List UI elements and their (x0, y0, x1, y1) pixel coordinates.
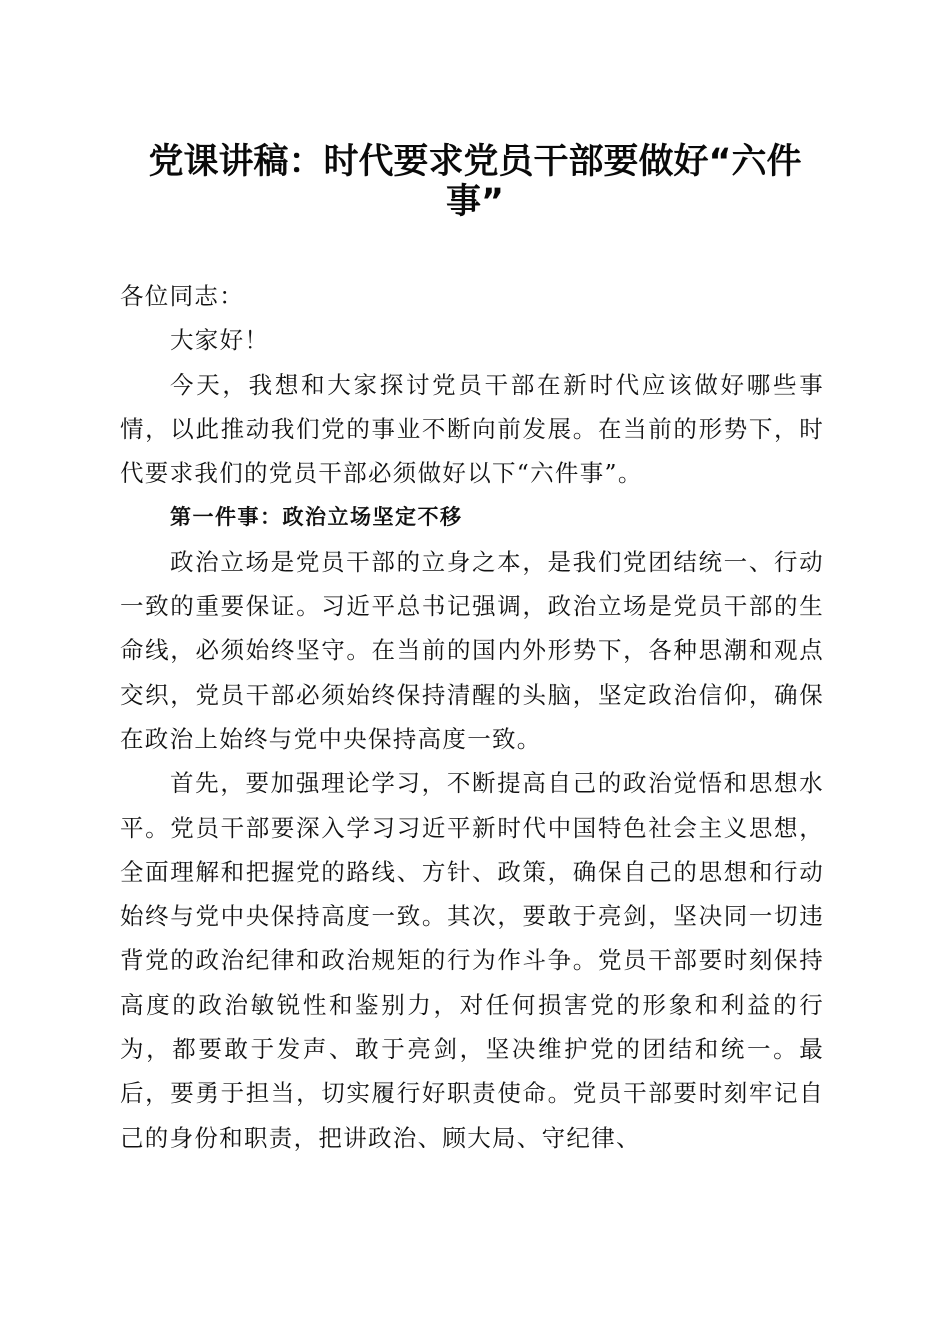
title-line-2: 事” (445, 182, 504, 222)
greeting: 大家好！ (170, 326, 270, 355)
section-1-heading: 第一件事：政治立场坚定不移 (170, 504, 463, 530)
salutation: 各位同志： (120, 282, 244, 310)
document-body (120, 274, 824, 1160)
section-1-paragraph-2: 首先，要加强理论学习，不断提高自己的政治觉悟和思想水平。党员干部要深入学习习近平新时代中国特色社会主义思想，全面理解和把握党的路线、方针、政策，确保自己的思想和行动始终与党中央保持高度一致。其次，要敢于亮剑，坚决同一切违背党的政治纪律和政治规矩的行为作斗争。党员干部要时刻保持高度的政治敏锐性和鉴别力，对任何损害党的形象和利益的行为，都要敢于发声、敢于亮剑，坚决维护党的团结和统一。最后，要勇于担当，切实履行好职责使命。党员干部要时刻牢记自己的身份和职责，把讲政治、顾大局、守纪律、 (120, 769, 824, 1152)
intro-paragraph: 今天，我想和大家探讨党员干部在新时代应该做好哪些事情，以此推动我们党的事业不断向前发展。在当前的形势下，时代要求我们的党员干部必须做好以下“六件事”。 (120, 370, 824, 488)
title-line-1: 党课讲稿：时代要求党员干部要做好“六件 (148, 142, 802, 182)
document-title (100, 142, 850, 222)
section-1-paragraph-1: 政治立场是党员干部的立身之本，是我们党团结统一、行动一致的重要保证。习近平总书记强调，政治立场是党员干部的生命线，必须始终坚守。在当前的国内外形势下，各种思潮和观点交织，党员干部必须始终保持清醒的头脑，坚定政治信仰，确保在政治上始终与党中央保持高度一致。 (120, 547, 824, 753)
